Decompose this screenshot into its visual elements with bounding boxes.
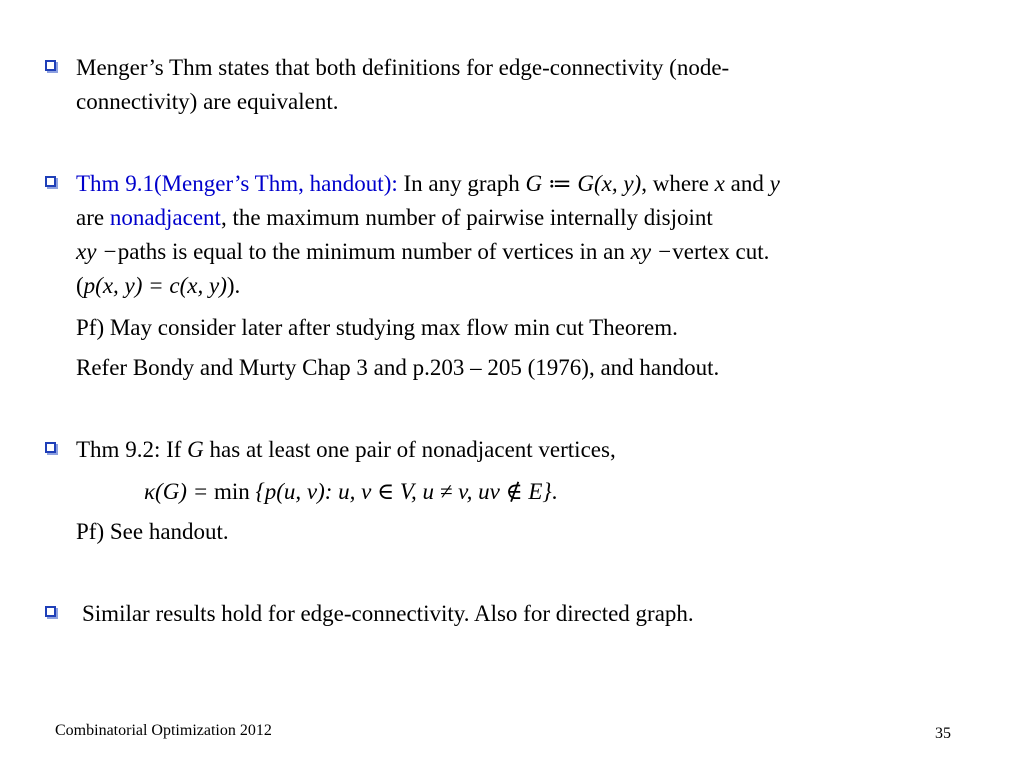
math-expr: x — [714, 171, 725, 196]
math-expr: {p(u, v): u, v ∈ V, u ≠ v, uv ∉ E} — [255, 479, 552, 504]
math-expr: y — [769, 171, 780, 196]
bullet1-line1: Menger’s Thm states that both definitions for edge-connectivity (node- — [76, 55, 730, 80]
thm92-proof: Pf) See handout. — [76, 519, 229, 544]
bullet-icon — [45, 606, 56, 617]
thm91-proof: Pf) May consider later after studying max flow min cut Theorem. — [76, 315, 678, 340]
math-expr: xy − — [630, 239, 673, 264]
nonadjacent-term: nonadjacent — [109, 205, 221, 230]
thm91-line2: are nonadjacent, the maximum number of pairwise internally disjoint — [76, 205, 713, 230]
thm91-reference: Refer Bondy and Murty Chap 3 and p.203 – 205 (1976), and handout. — [76, 355, 720, 380]
bullet-icon — [45, 442, 56, 453]
math-expr: κ(G) = — [144, 479, 209, 504]
math-expr: G ≔ G(x, y) — [525, 171, 642, 196]
bullet-icon — [45, 60, 56, 71]
bullet-icon — [45, 176, 56, 187]
math-expr: p(x, y) = c(x, y) — [83, 273, 227, 298]
thm91-heading: Thm 9.1(Menger’s Thm, handout): — [76, 171, 398, 196]
math-expr: xy − — [76, 239, 118, 264]
thm92-line1: Thm 9.2: If G has at least one pair of nonadjacent vertices, — [76, 437, 616, 462]
math-expr: G — [187, 437, 204, 462]
bullet1-line2: connectivity) are equivalent. — [76, 89, 339, 114]
bullet4-text: Similar results hold for edge-connectivity. Also for directed graph. — [82, 601, 694, 626]
footer-title: Combinatorial Optimization 2012 — [55, 722, 272, 739]
thm91-line3: xy −paths is equal to the minimum number of vertices in an xy −vertex cut. — [76, 239, 770, 264]
thm92-formula: κ(G) = min {p(u, v): u, v ∈ V, u ≠ v, uv ∉ E}. — [144, 479, 558, 504]
thm91-line1: Thm 9.1(Menger’s Thm, handout): In any graph G ≔ G(x, y), where x and y — [76, 171, 780, 196]
page-number: 35 — [935, 725, 951, 742]
thm91-line4: (p(x, y) = c(x, y)). — [76, 273, 241, 298]
